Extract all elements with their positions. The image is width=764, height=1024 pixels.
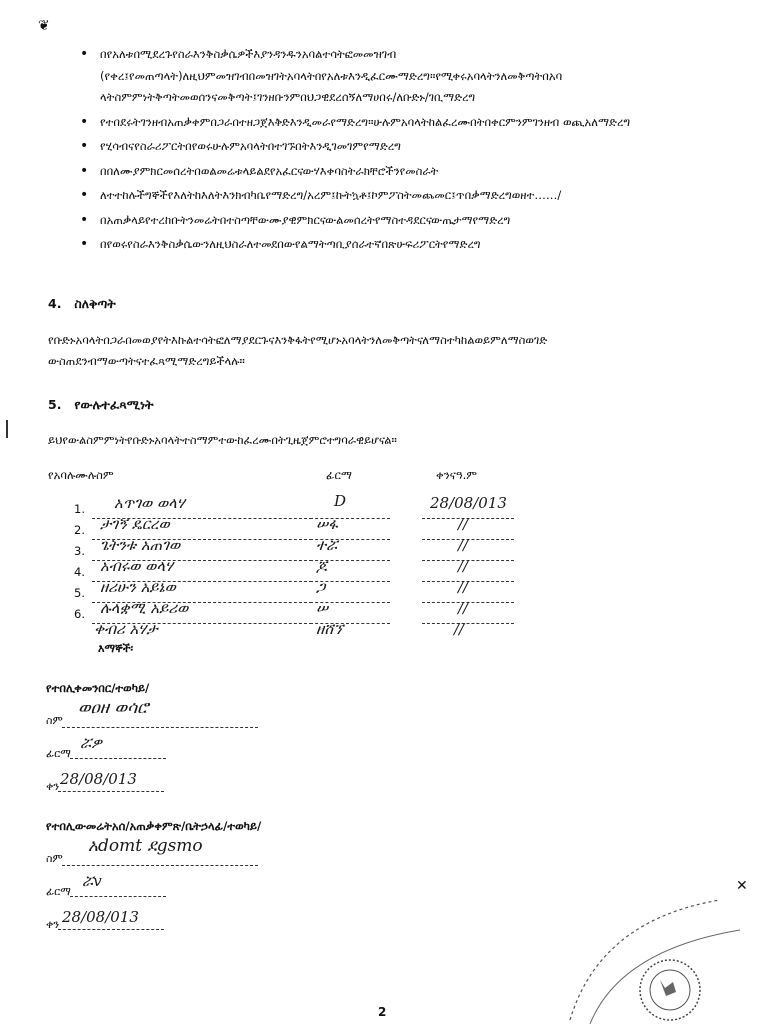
receiver-name-value: ወዐዘ ወሳሮ bbox=[78, 698, 149, 718]
member-name: ታገኝ ዴርረወ bbox=[100, 515, 170, 533]
member-name: ቀብሪ አሃታ bbox=[94, 620, 158, 638]
responsibilities-list bbox=[78, 44, 728, 259]
column-header-signature: ፊርማ bbox=[326, 468, 352, 482]
receiver-signature-line bbox=[70, 758, 166, 759]
row-number: 5. bbox=[74, 586, 85, 600]
member-signature: ጆ bbox=[316, 557, 327, 575]
section-4-text: የቡድኑአባላትበጋራበመወያየትእኩልተሳትፎለማያደርጉናእንቅፋትየሚሆኑአባላትንለመቅጣትናለማስተካከልወይምለማስወገድ ውስጠደንብማውጣትናተፈጻሚማድረግይችላሉ። bbox=[48, 333, 548, 368]
receiver-title: የተበሊቀመንበር/ተወካይ/ bbox=[46, 681, 150, 695]
member-date: // bbox=[458, 578, 469, 596]
agriculture-date-line bbox=[58, 929, 164, 930]
receiver-signature-value: ሯዎ bbox=[80, 734, 102, 752]
scan-mark-icon: ❦ bbox=[38, 18, 50, 34]
member-name: ዘሪሁን አይኔወ bbox=[100, 578, 176, 596]
list-item: • የተበደሩትገንዘብአጠቃቀምበጋራበተዘጋጀእቅድእንዲመራየማድረግ።ሁሉምአባላትከልፈረሙበትበቀርምንምገንዘብ ወጪአለማድረግ bbox=[78, 112, 728, 134]
member-signature: ጋ bbox=[316, 578, 326, 596]
member-date: // bbox=[458, 515, 469, 533]
section-5-heading bbox=[48, 397, 154, 413]
member-name: አብሩወ ወላሃ bbox=[100, 557, 174, 575]
member-signature: ሠ bbox=[316, 599, 329, 617]
receiver-date-line bbox=[58, 791, 164, 792]
section-4-heading bbox=[48, 296, 116, 312]
list-item: • ለተተከሉችግኞችየእለትከእለትእንክብካቤየማድረግ/አረም፤ኩትኳቶ፤ኮምፖስትመጨመር፤ጥበቃማድረግወዘተ……/ bbox=[78, 185, 728, 207]
agriculture-office-title: የተበሊውመሬትአሰ/አጠቃቀምጽ/ቤትኃላፊ/ተወካይ/ bbox=[46, 819, 262, 833]
witnesses-label: እማኞች፡ bbox=[98, 642, 134, 655]
section-title: የውሉተፈጻሚነት bbox=[74, 397, 154, 412]
agriculture-name-line bbox=[62, 865, 258, 866]
receiver-date-label: ቀን bbox=[46, 780, 60, 793]
member-date: // bbox=[454, 620, 465, 638]
member-name: ጌትንቱ አጠገወ bbox=[100, 536, 181, 554]
list-item: • በአጠቃላይየተረከቡትንመሬትበተስጣቸውሙያዊምክርናውልመሰረትየማስተዳደርናውጤታማየማድረግ bbox=[78, 210, 728, 232]
column-header-name: የአባሉሙሉስም bbox=[48, 468, 114, 482]
member-date: // bbox=[458, 599, 469, 617]
table-row bbox=[74, 620, 534, 647]
list-item: • የሂሳብናየስራሪፖርትበየወሩሁሉምአባላትበተገኙበትእንዲገመገምየማድረግ bbox=[78, 136, 728, 158]
page-number: 2 bbox=[378, 1005, 387, 1019]
member-signature: ተሯ bbox=[316, 536, 338, 554]
member-date: 28/08/013 bbox=[430, 494, 507, 512]
row-number: 1. bbox=[74, 502, 85, 516]
agriculture-name-value: አdomt ደgsmo bbox=[88, 836, 203, 856]
column-header-date: ቀንናዓ.ም bbox=[436, 468, 478, 482]
scan-edge-mark bbox=[6, 420, 8, 438]
row-number: 6. bbox=[74, 607, 85, 621]
receiver-date-value: 28/08/013 bbox=[60, 770, 137, 788]
row-number: 3. bbox=[74, 544, 85, 558]
list-item: • በየአለቱበሚደረጉየስራእንቅስቃሴዎችእያንዳንዱንአባልተሳትፎመመዝገብ (የቀረ፤የመጠጣላት)ለዚህምመዝገብበመዝገትአባላትበየአለቱእንዲፈርሙማድረግ።የሚቀሩአባላትንለመቅጣትበአባ ላትስምምነትቅጣትመወሰንናመቅጣት፤ገንዘቡንምበህጋዊደረሰኝለማሀበሩ/ለቡድኑ/ገቢማድረግ bbox=[78, 44, 728, 109]
receiver-name-label: ስም bbox=[46, 714, 63, 727]
section-number: 5. bbox=[48, 397, 62, 412]
section-number: 4. bbox=[48, 296, 62, 311]
section-5-text: ይህየውልስምምነትየቡድኑአባላትተስማምተውከፈረሙበትጊዜጀምሮተግባራዊይሆናል። bbox=[48, 433, 397, 447]
agriculture-date-value: 28/08/013 bbox=[62, 908, 139, 926]
agriculture-signature-line bbox=[70, 896, 166, 897]
list-item: • በየወሩየስራእንቅስቃሴውንለዚህስራለተመደበውየልማትጣቢያሰራተኛበጽሁፍሪፖርትየማድረግ bbox=[78, 234, 728, 256]
receiver-name-line bbox=[62, 727, 258, 728]
member-name: ሉላቋሚ አይሪወ bbox=[100, 599, 189, 617]
member-date: // bbox=[458, 557, 469, 575]
member-signature: D bbox=[334, 492, 347, 510]
section-title: ስለቅጣት bbox=[74, 296, 116, 311]
receiver-signature-label: ፊርማ bbox=[46, 747, 71, 760]
list-item: • በበለሙያምክርመሰረትበወልመሬቱላይልደየአፈርናውሃእቀባስትራክቸሮችንየመስራት bbox=[78, 161, 728, 183]
agriculture-signature-label: ፊርማ bbox=[46, 885, 71, 898]
member-signature: ሠፋ bbox=[316, 515, 338, 533]
agriculture-signature-value: ሯv bbox=[82, 872, 102, 890]
member-signature: ዘሸኘ bbox=[316, 620, 344, 638]
row-number: 4. bbox=[74, 565, 85, 579]
scan-mark-icon: ✕ bbox=[736, 878, 748, 894]
agriculture-date-label: ቀን bbox=[46, 918, 60, 931]
official-stamp-icon bbox=[560, 880, 764, 1024]
member-date: // bbox=[458, 536, 469, 554]
agriculture-name-label: ስም bbox=[46, 852, 63, 865]
member-name: አጥገወ ወላሃ bbox=[114, 494, 185, 512]
date-line bbox=[422, 623, 514, 624]
row-number: 2. bbox=[74, 523, 85, 537]
